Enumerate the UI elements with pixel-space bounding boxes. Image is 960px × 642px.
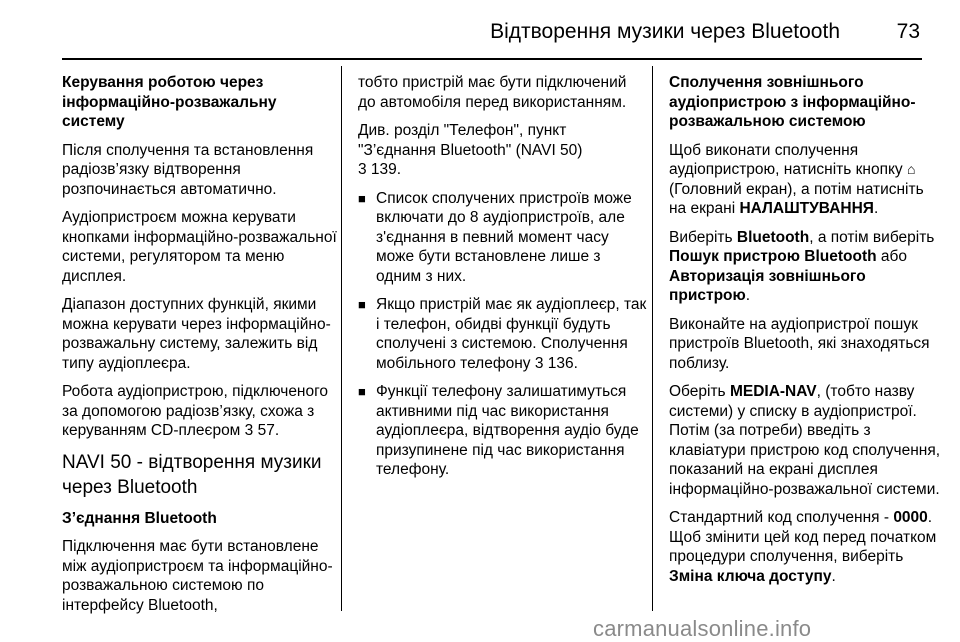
paragraph: Див. розділ "Телефон", пункт "З’єднання Bluetooth" (NAVI 50) 3 139. — [358, 122, 583, 178]
paragraph: Аудіопристроєм можна керувати кнопками інформаційно-розважальної системи, регулятором та меню дисплея. — [62, 209, 337, 285]
page-title: Відтворення музики через Bluetooth — [490, 20, 840, 43]
bullet-icon: ■ — [358, 297, 366, 312]
subsection-heading: З’єднання Bluetooth — [62, 509, 217, 527]
paragraph: Після сполучення та встановлення радіозв’язку відтворення розпочинається автоматично. — [62, 141, 314, 198]
header-rule — [62, 58, 922, 60]
page-ref-arrow-icon[interactable]: 3 — [534, 354, 544, 372]
home-icon: ⌂ — [907, 161, 916, 177]
paragraph: Підключення має бути встановлене між аудіопристроєм та інформаційно-розважальною системою по інтерфейсу Bluetooth, — [62, 538, 333, 614]
page-ref-arrow-icon[interactable]: 3 — [244, 422, 254, 439]
paragraph: Виконайте на аудіопристрої пошук пристроїв Bluetooth, які знаходяться поблизу. — [669, 315, 930, 372]
column-3 — [669, 73, 941, 595]
column-2 — [358, 73, 648, 489]
list-item: ■ Список сполучених пристроїв може включати до 8 аудіопристроїв, але з'єднання в певний момент часу може бути встановлене лише з одним з них. — [358, 189, 632, 285]
column-divider-2 — [652, 66, 653, 611]
watermark: carmanualsonline.info — [593, 616, 812, 641]
paragraph: тобто пристрій має бути підключений до автомобіля перед використанням. — [358, 74, 627, 111]
column-divider-1 — [341, 66, 342, 611]
page-ref-link[interactable]: 57. — [253, 422, 280, 439]
paragraph: Щоб виконати сполучення аудіопристрою, натисніть кнопку ⌂ (Головний екран), а потім натисніть на екрані НАЛАШТУВАННЯ. — [669, 141, 924, 217]
paragraph: Діапазон доступних функцій, якими можна керувати через інформаційно-розважальну систему, залежить від типу аудіоплеєра. — [62, 296, 331, 372]
paragraph: Робота аудіопристрою, підключеного за допомогою радіозв’язку, схожа з керуванням CD-плеєром 3 57. — [62, 383, 329, 439]
page-header — [0, 0, 960, 62]
list-item: ■ Якщо пристрій має як аудіоплеєр, так і телефон, обидві функції будуть сполучені з системою. Сполучення мобільного телефону 3 136. — [358, 296, 647, 372]
paragraph: Стандартний код сполучення - 0000. Щоб змінити цей код перед початком процедури сполучення, виберіть Зміна ключа доступу. — [669, 509, 937, 585]
bullet-icon: ■ — [358, 190, 366, 206]
page-ref-link[interactable]: 139. — [366, 161, 402, 178]
section-heading-control: Керування роботою через інформаційно-розважальну систему — [62, 74, 277, 130]
paragraph: Виберіть Bluetooth, а потім виберіть Пошук пристрою Bluetooth або Авторизація зовнішнього пристрою. — [669, 228, 935, 304]
section-heading-pairing: Сполучення зовнішнього аудіопристрою з інформаційно-розважальною системою — [669, 74, 916, 130]
paragraph: Оберіть MEDIA-NAV, (тобто назву системи) у списку в аудіопристрої. Потім (за потреби) введіть з клавіатури пристрою код сполучення, показаний на екрані дисплея інформаційно-розважальної системи. — [669, 383, 941, 498]
page-number: 73 — [896, 20, 920, 43]
list-item: ■ Функції телефону залишатимуться активними під час використання аудіоплеєра, відтворення аудіо буде призупинене під час використання телефону. — [358, 383, 639, 478]
bullet-icon: ■ — [358, 384, 366, 399]
page-ref-arrow-icon[interactable]: 3 — [358, 161, 367, 178]
column-1 — [62, 73, 337, 624]
page-ref-link[interactable]: 136. — [543, 354, 578, 372]
chapter-heading: NAVI 50 - відтворення музики через Bluetooth — [62, 451, 322, 498]
